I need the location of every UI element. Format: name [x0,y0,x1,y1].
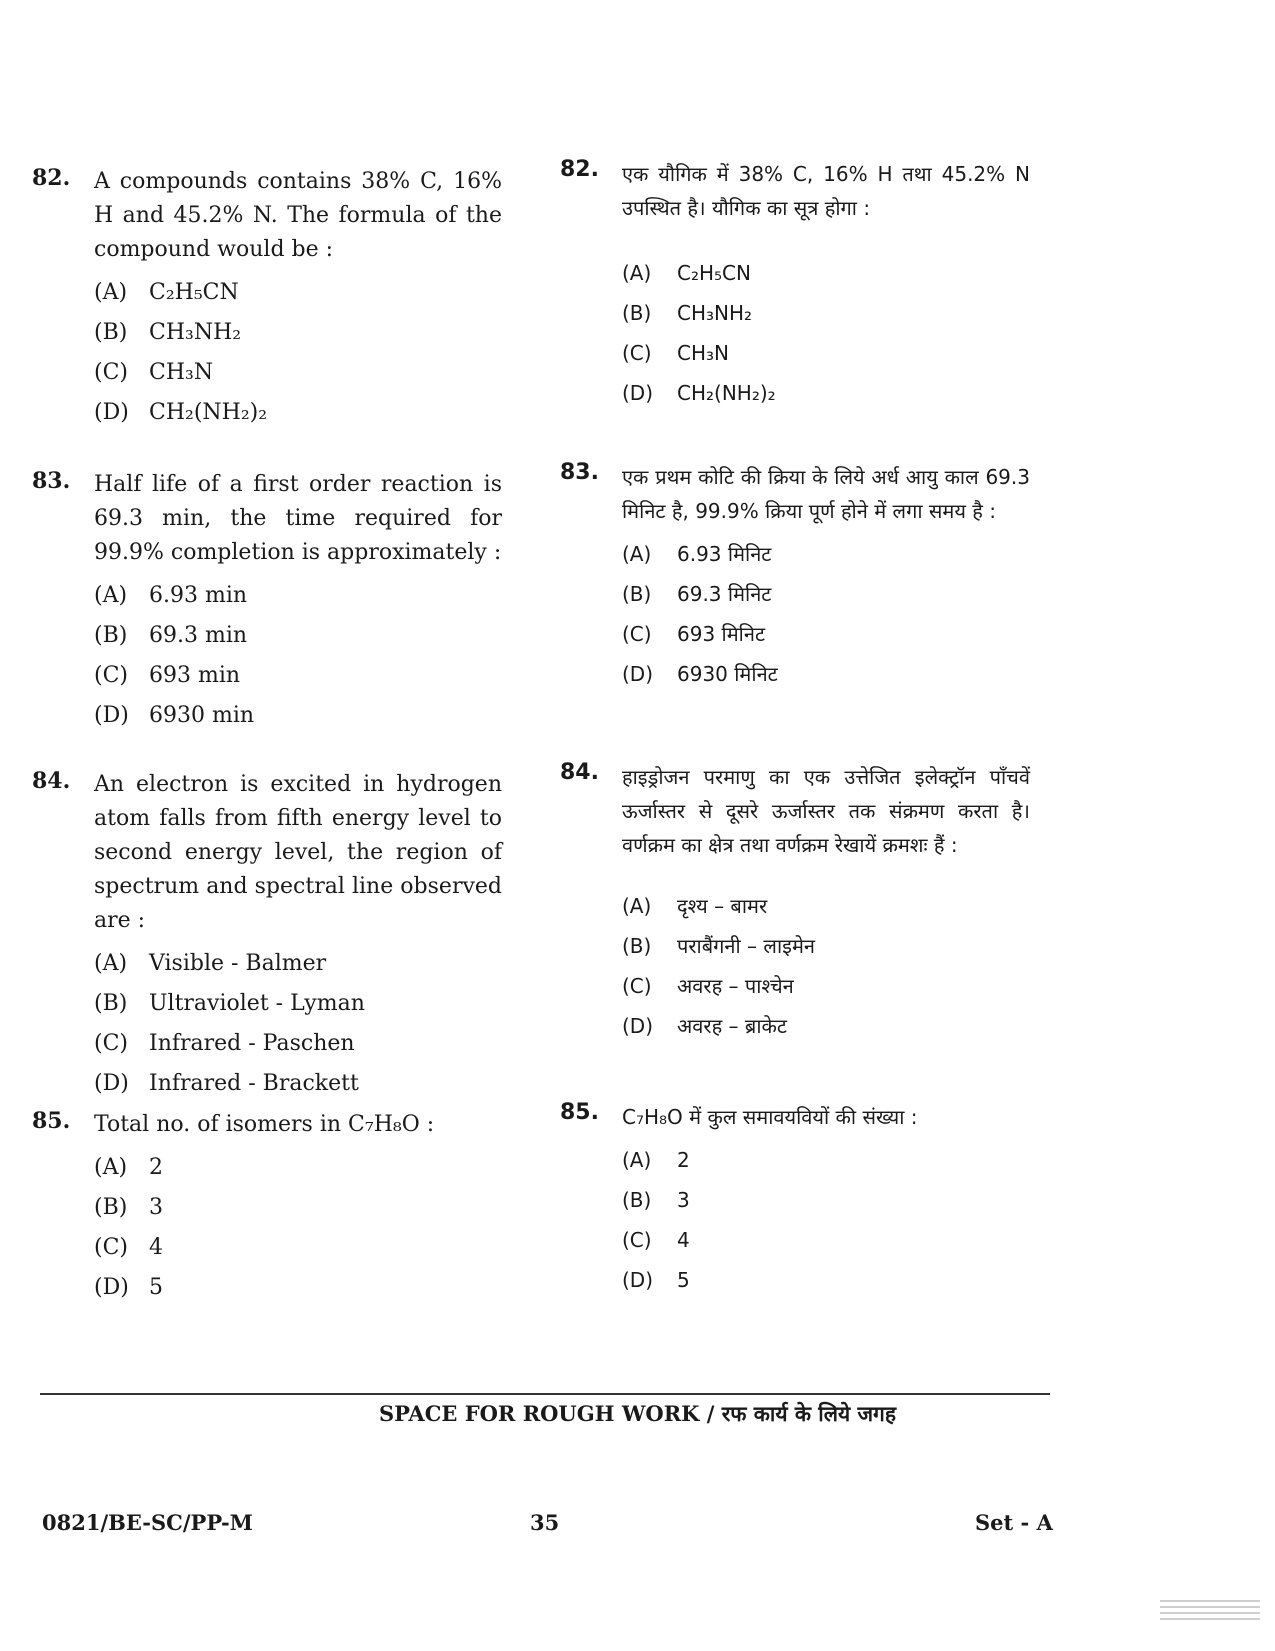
option-b: (B) 69.3 min [94,623,248,648]
option-b: (B) पराबैंगनी – लाइमेन [622,934,816,958]
question-text: C₇H₈O में कुल समावयवियों की संख्या : [622,1105,918,1129]
option-c: (C) Infrared - Paschen [94,1031,355,1056]
set-label: Set - A [975,1510,1053,1535]
paper-code: 0821/BE-SC/PP-M [42,1510,253,1535]
option-a: (A) C₂H₅CN [94,280,239,305]
options-list [94,273,502,433]
question-text: हाइड्रोजन परमाणु का एक उत्तेजित इलेक्ट्रॉन पाँचवें ऊर्जास्तर से दूसरे ऊर्जास्तर तक संक्रमण करता है। वर्णक्रम का क्षेत्र तथा वर्णक्रम रेखायें क्रमशः हैं : [622,765,1030,857]
option-a: (A) दृश्य – बामर [622,894,768,918]
question-85-hi [560,1100,1030,1300]
option-b: (B) CH₃NH₂ [94,320,242,345]
options-list [622,886,1030,1046]
option-b: (B) 69.3 मिनिट [622,582,772,606]
option-d: (D) 5 [94,1275,163,1300]
option-a: (A) 6.93 min [94,583,248,608]
question-text: Half life of a first order reaction is 69.3 min, the time required for 99.9% completion is approximately : [94,472,502,565]
question-83-en [32,468,502,736]
option-b: (B) CH₃NH₂ [622,301,753,325]
question-text: Total no. of isomers in C₇H₈O : [94,1112,435,1137]
option-c: (C) 693 मिनिट [622,622,766,646]
options-list [622,1140,1030,1300]
options-list [94,944,502,1104]
question-83-hi [560,460,1030,694]
option-a: (A) C₂H₅CN [622,261,751,285]
question-number: 84. [560,760,599,785]
option-d: (D) Infrared - Brackett [94,1071,359,1096]
question-number: 83. [560,460,599,485]
option-b: (B) 3 [94,1195,163,1220]
question-85-en [32,1108,502,1308]
option-a: (A) 6.93 मिनिट [622,542,772,566]
question-text: An electron is excited in hydrogen atom falls from fifth energy level to second energy level, the region of spectrum and spectral line observed are : [94,772,502,933]
question-text: A compounds contains 38% C, 16% H and 45.2% N. The formula of the compound would be : [94,169,502,262]
option-c: (C) अवरह – पाश्चेन [622,974,794,998]
rough-work-label: SPACE FOR ROUGH WORK / रफ कार्य के लिये जगह [378,1401,897,1426]
question-text: एक यौगिक में 38% C, 16% H तथा 45.2% N उपस्थित है। यौगिक का सूत्र होगा : [622,162,1030,220]
question-82-en [32,165,502,433]
question-number: 84. [32,768,71,794]
page-number: 35 [530,1510,560,1535]
option-c: (C) 693 min [94,663,241,688]
options-list [622,534,1030,694]
option-c: (C) CH₃N [622,341,729,365]
option-d: (D) CH₂(NH₂)₂ [622,381,776,405]
scan-artifact [1160,1600,1260,1640]
option-c: (C) CH₃N [94,360,214,385]
rough-work-divider [40,1393,1050,1395]
question-number: 82. [560,157,599,182]
question-number: 83. [32,468,71,494]
option-c: (C) 4 [94,1235,163,1260]
option-c: (C) 4 [622,1228,690,1252]
question-number: 85. [32,1108,71,1134]
question-number: 82. [32,165,71,191]
option-d: (D) 6930 min [94,703,255,728]
question-text: एक प्रथम कोटि की क्रिया के लिये अर्ध आयु काल 69.3 मिनिट है, 99.9% क्रिया पूर्ण होने में लगा समय है : [622,465,1030,523]
option-a: (A) Visible - Balmer [94,951,327,976]
question-number: 85. [560,1100,599,1125]
option-a: (A) 2 [94,1155,163,1180]
option-b: (B) Ultraviolet - Lyman [94,991,365,1016]
question-84-hi [560,760,1030,1046]
option-d: (D) अवरह – ब्राकेट [622,1014,787,1038]
option-d: (D) 6930 मिनिट [622,662,778,686]
option-a: (A) 2 [622,1148,690,1172]
options-list [94,1148,502,1308]
option-d: (D) CH₂(NH₂)₂ [94,400,268,425]
question-84-en [32,768,502,1104]
option-d: (D) 5 [622,1268,690,1292]
options-list [94,576,502,736]
option-b: (B) 3 [622,1188,690,1212]
options-list [622,253,1030,413]
question-82-hi [560,157,1030,413]
